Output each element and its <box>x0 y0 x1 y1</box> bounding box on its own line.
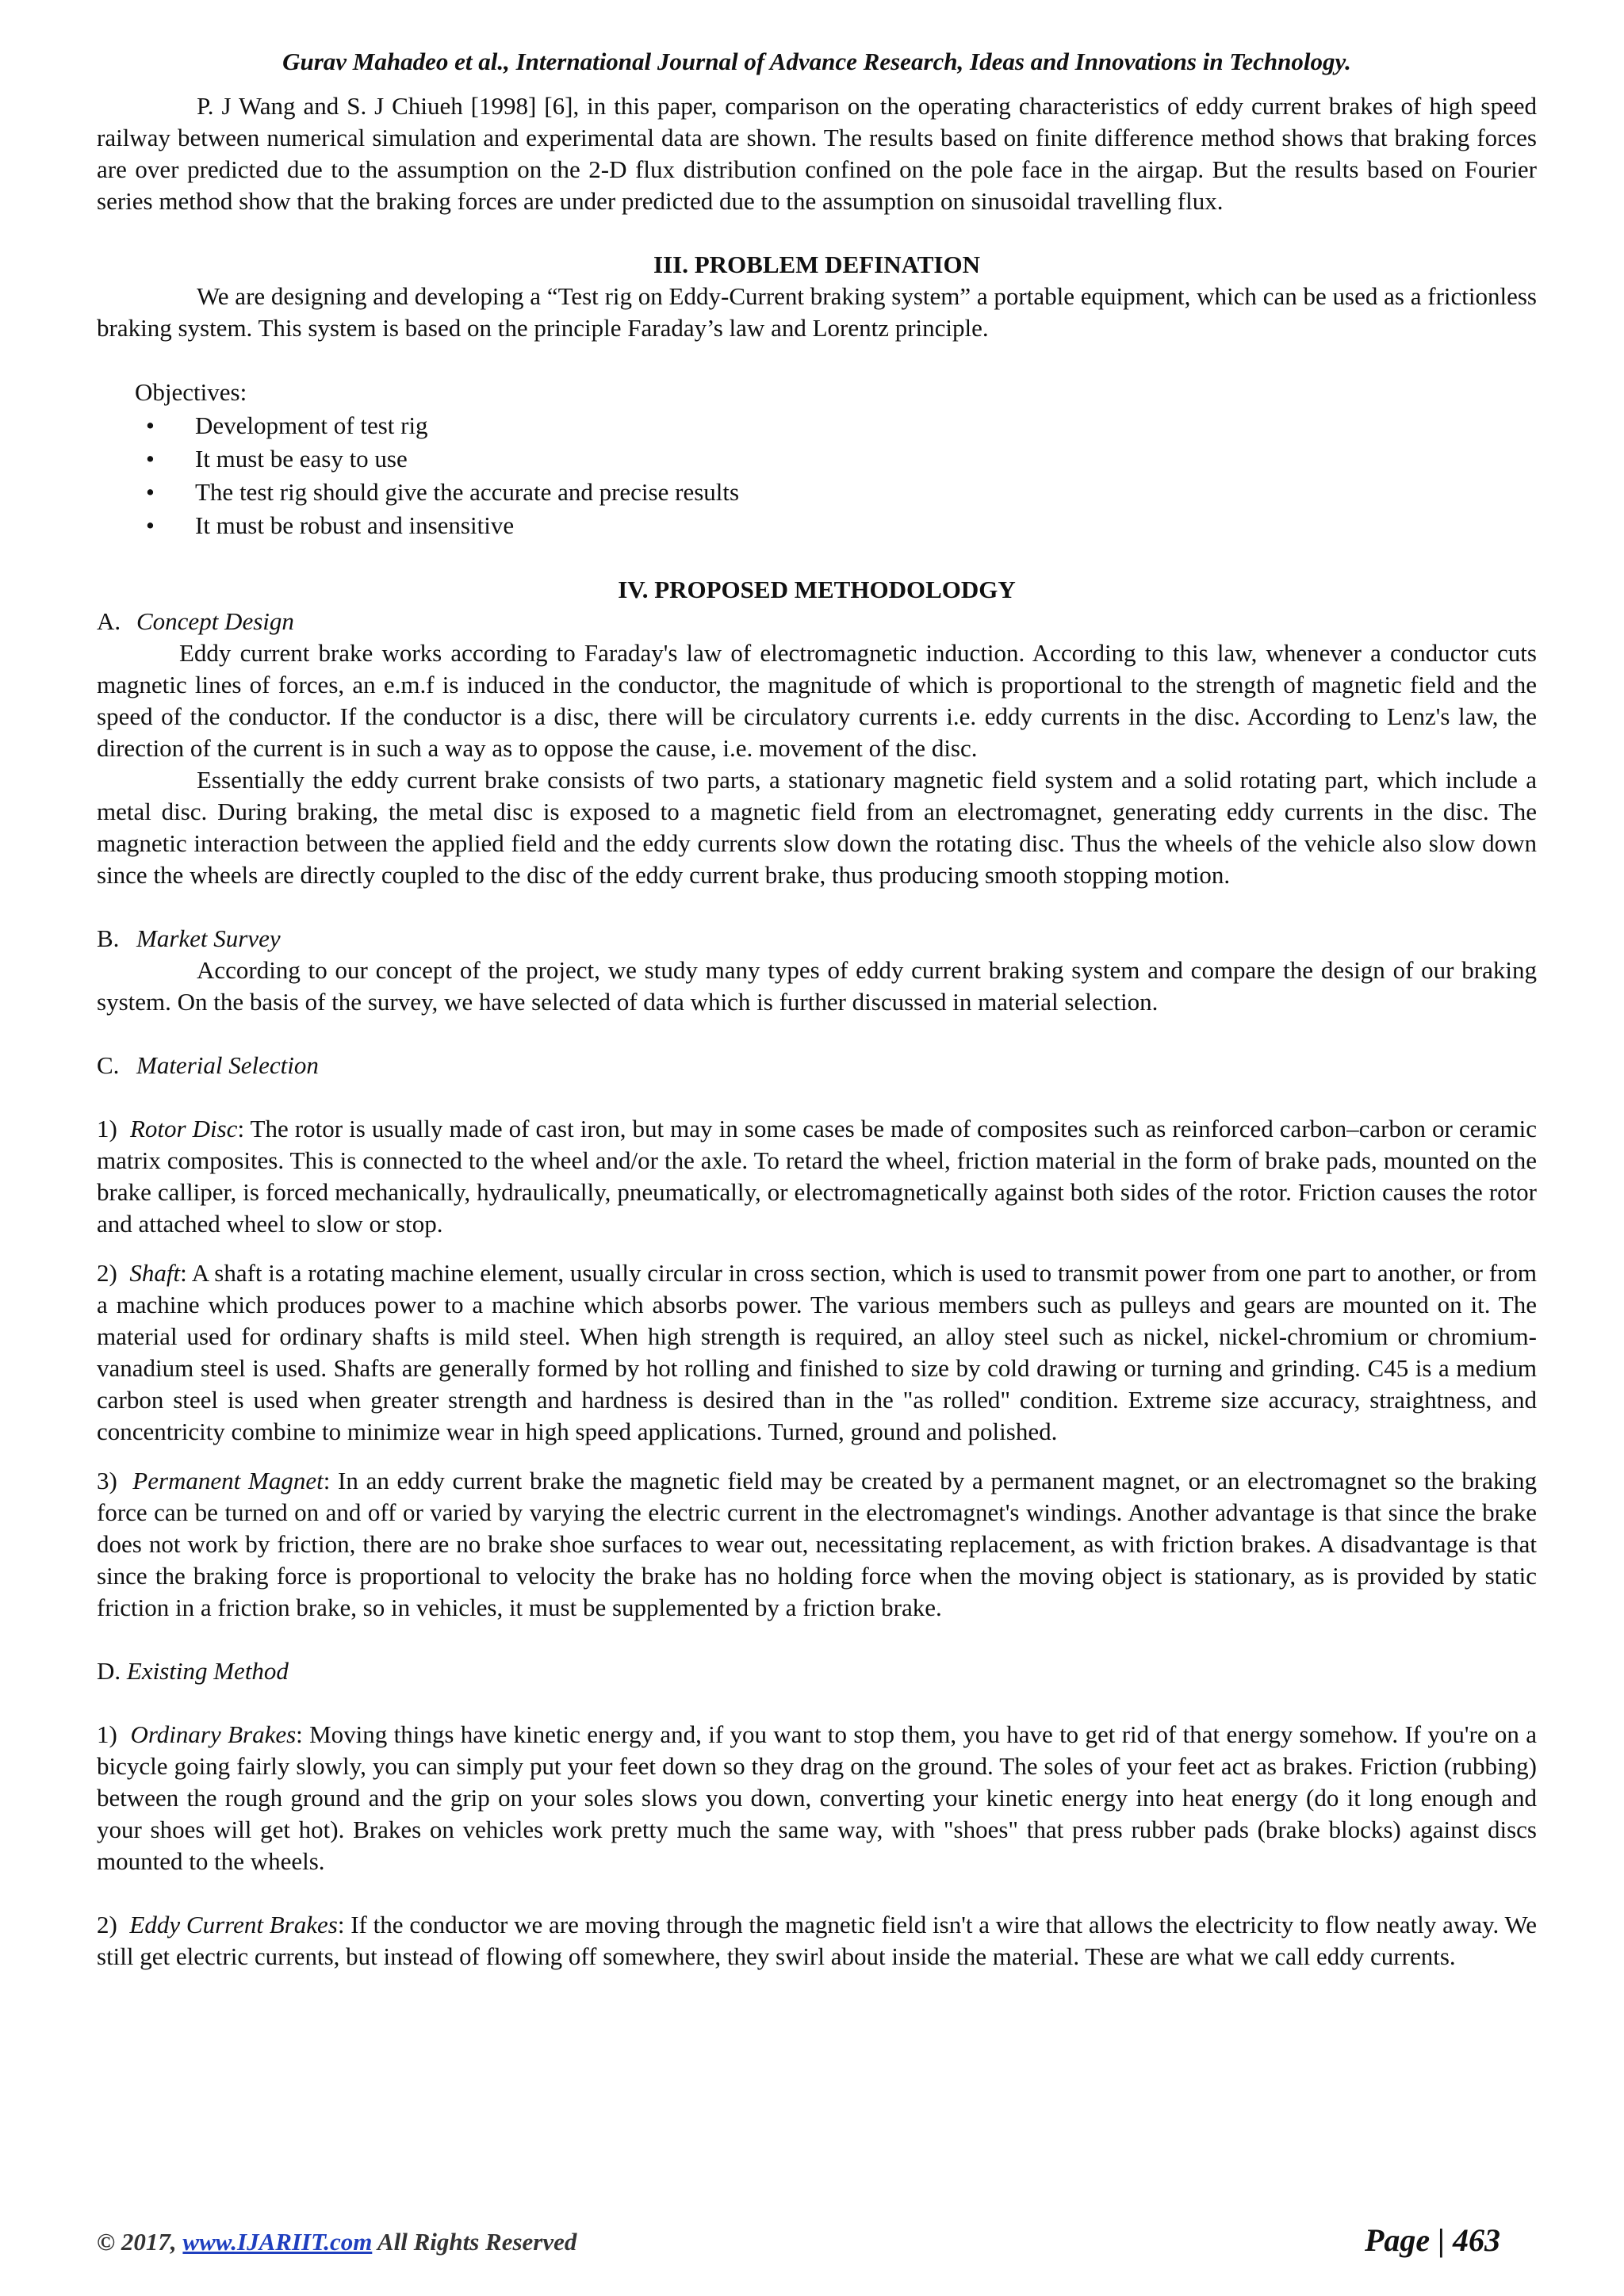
list-item: • It must be robust and insensitive <box>146 509 1537 542</box>
subsection-heading-market-survey: B. Market Survey <box>97 924 281 952</box>
subsection-heading-material-selection: C. Material Selection <box>97 1051 319 1079</box>
material-item-rotor-disc: 1) Rotor Disc: The rotor is usually made of cast iron, but may in some cases be made of composites such as reinforced carbon–carbon or ceramic matrix composites. This is connected to the wheel and/or the axle. To retard the wheel, friction material in the form of brake pads, mounted on the brake calliper, is forced mechanically, hydraulically, pneumatically, or electromagnetically against both sides of the rotor. Friction causes the rotor and attached wheel to slow or stop. <box>97 1115 1538 1238</box>
material-item-permanent-magnet: 3) Permanent Magnet: In an eddy current brake the magnetic field may be created by a permanent magnet, or an electromagnet so the braking force can be turned on and off or varied by varying the electric current in the electromagnet's windings. Another advantage is that since the brake does not work by friction, there are no brake shoe surfaces to wear out, necessitating replacement, as with friction brakes. A disadvantage is that since the braking force is proportional to velocity the brake has no holding force when the moving object is stationary, as is provided by static friction in a friction brake, so in vehicles, it must be supplemented by a friction brake. <box>97 1467 1538 1621</box>
material-item-shaft: 2) Shaft: A shaft is a rotating machine element, usually circular in cross section, which is used to transmit power from one part to another, or from a machine which produces power to a machine which absorbs power. The various members such as pulleys and gears are mounted on it. The material used for ordinary shafts is mild steel. When high strength is required, an alloy steel such as nickel, nickel-chromium or chromium-vanadium steel is used. Shafts are generally formed by hot rolling and finished to size by cold drawing or turning and grinding. C45 is a medium carbon steel is used when greater strength and hardness is desired than in the "as rolled" condition. Extreme size accuracy, straightness, and concentricity combine to minimize wear in high speed applications. Turned, ground and polished. <box>97 1259 1537 1445</box>
bullet-icon: • <box>146 511 155 539</box>
objectives-list <box>97 409 1537 542</box>
copyright-notice: © 2017, www.IJARIIT.com All Rights Reserved <box>97 2228 577 2256</box>
list-item: • The test rig should give the accurate and precise results <box>146 476 1537 509</box>
list-item: • It must be easy to use <box>146 442 1537 476</box>
journal-website-link[interactable]: www.IJARIIT.com <box>182 2228 373 2256</box>
running-head: Gurav Mahadeo et al., International Journal of Advance Research, Ideas and Innovations in Technology. <box>282 48 1351 75</box>
objectives-label: Objectives: <box>135 378 247 406</box>
section-heading-problem-definition: III. PROBLEM DEFINATION <box>653 251 980 278</box>
problem-definition-paragraph: We are designing and developing a “Test rig on Eddy-Current braking system” a portable equipment, which can be used as a frictionless braking system. This system is based on the principle Faraday’s law and Lorentz principle. <box>97 282 1537 342</box>
bullet-icon: • <box>146 478 155 506</box>
subsection-heading-concept-design: A. Concept Design <box>97 607 294 635</box>
intro-paragraph: P. J Wang and S. J Chiueh [1998] [6], in this paper, comparison on the operating characteristics of eddy current brakes of high speed railway between numerical simulation and experimental data are shown. The results based on finite difference method shows that braking forces are over predicted due to the assumption on the 2-D flux distribution confined on the pole face in the airgap. But the results based on Fourier series method show that the braking forces are under predicted due to the assumption on sinusoidal travelling flux. <box>97 92 1537 215</box>
page-footer <box>97 2221 1500 2263</box>
section-heading-proposed-methodology: IV. PROPOSED METHODOLODGY <box>618 576 1016 603</box>
existing-item-eddy-current-brakes: 2) Eddy Current Brakes: If the conductor we are moving through the magnetic field isn't a wire that allows the electricity to flow neatly away. We still get electric currents, but instead of flowing off somewhere, they swirl about inside the material. These are what we call eddy currents. <box>97 1911 1538 1970</box>
page-body <box>97 46 1537 1973</box>
bullet-icon: • <box>146 411 155 439</box>
concept-design-paragraph-2: Essentially the eddy current brake consists of two parts, a stationary magnetic field system and a solid rotating part, which include a metal disc. During braking, the metal disc is exposed to a magnetic field from an electromagnet, generating eddy currents in the disc. The magnetic interaction between the applied field and the eddy currents slow down the rotating disc. Thus the wheels of the vehicle also slow down since the wheels are directly coupled to the disc of the eddy current brake, thus producing smooth stopping motion. <box>97 766 1537 889</box>
subsection-heading-existing-method: D. Existing Method <box>97 1657 289 1685</box>
list-item: • Development of test rig <box>146 409 1537 442</box>
bullet-icon: • <box>146 445 155 473</box>
page-number: Page | 463 <box>1365 2222 1500 2258</box>
existing-item-ordinary-brakes: 1) Ordinary Brakes: Moving things have kinetic energy and, if you want to stop them, you have to get rid of that energy somehow. If you're on a bicycle going fairly slowly, you can simply put your feet down so they drag on the ground. The soles of your feet act as brakes. Friction (rubbing) between the rough ground and the grip on your soles slows you down, converting your kinetic energy into heat energy (do it long enough and your shoes will get hot). Brakes on vehicles work pretty much the same way, with "shoes" that press rubber pads (brake blocks) against discs mounted to the wheels. <box>97 1720 1538 1875</box>
concept-design-paragraph-1: Eddy current brake works according to Faraday's law of electromagnetic induction. According to this law, whenever a conductor cuts magnetic lines of forces, an e.m.f is induced in the conductor, the magnitude of which is proportional to the strength of magnetic field and the speed of the conductor. If the conductor is a disc, there will be circulatory currents i.e. eddy currents in the disc. According to Lenz's law, the direction of the current is in such a way as to oppose the cause, i.e. movement of the disc. <box>97 639 1537 762</box>
market-survey-paragraph: According to our concept of the project, we study many types of eddy current braking system and compare the design of our braking system. On the basis of the survey, we have selected of data which is further discussed in material selection. <box>97 956 1537 1016</box>
